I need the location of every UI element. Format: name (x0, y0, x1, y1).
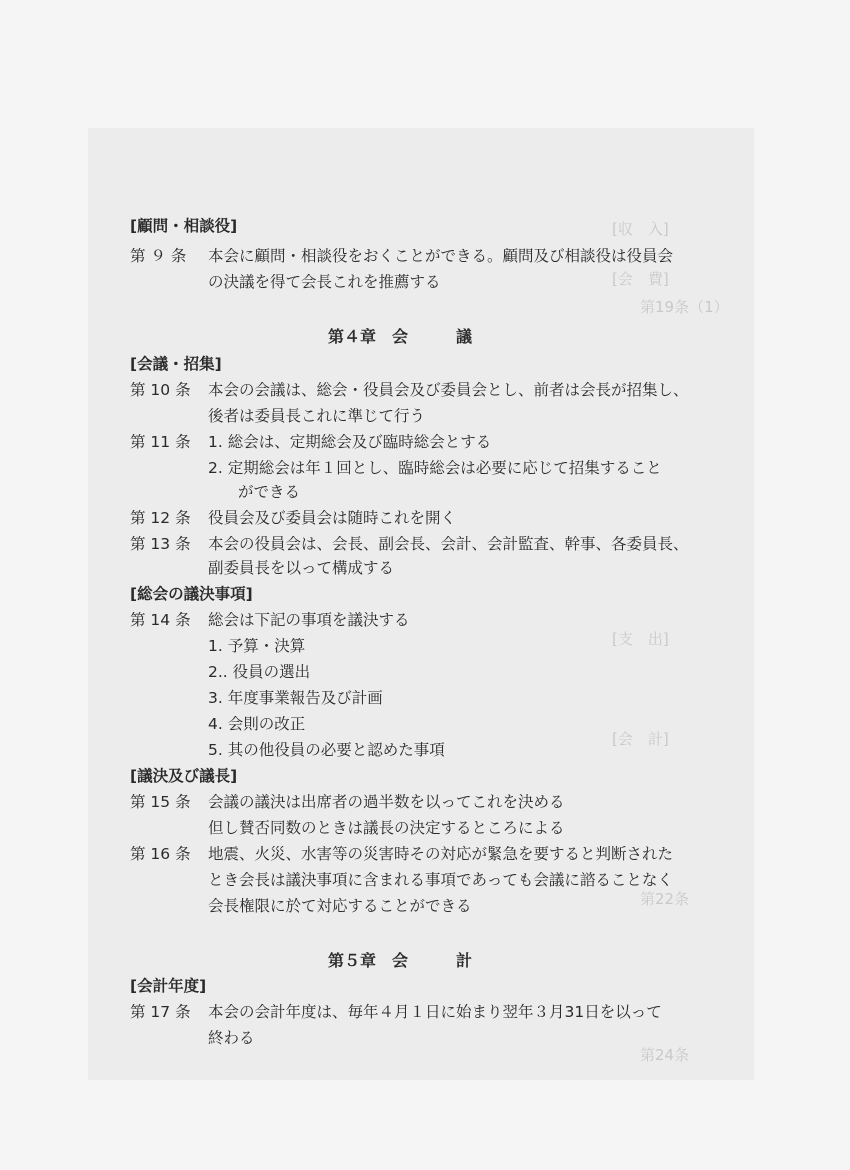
article-text: 役員会及び委員会は随時これを開く (208, 509, 457, 527)
article-label: 第 17 条 (130, 1003, 191, 1021)
article-label: 第 13 条 (130, 535, 191, 553)
ghost-line: [支 出] (612, 630, 669, 648)
article-12 (130, 506, 456, 528)
list-item: 3. 年度事業報告及び計画 (208, 689, 383, 707)
article-15 (130, 790, 565, 812)
article-text: とき会長は議決事項に含まれる事項であっても会議に諮ることなく (208, 871, 673, 889)
article-text: 終わる (208, 1029, 255, 1047)
list-item: 5. 其の他役員の必要と認めた事項 (208, 741, 445, 759)
article-text: 会議の議決は出席者の過半数を以ってこれを決める (208, 793, 565, 811)
list-item: 1. 予算・決算 (208, 637, 306, 655)
chapter-heading-5: 第５章 会 計 (328, 951, 473, 970)
article-text: 総会は下記の事項を議決する (208, 611, 410, 629)
article-9 (130, 244, 673, 266)
list-item: 2.. 役員の選出 (208, 663, 311, 681)
section-heading-advisor: [顧問・相談役] (130, 217, 238, 235)
section-heading-meeting: [会議・招集] (130, 355, 222, 373)
ghost-line: [収 入] (612, 220, 669, 238)
article-14 (130, 608, 410, 630)
article-10 (130, 378, 689, 400)
article-13 (130, 532, 689, 554)
article-label: 第 15 条 (130, 793, 191, 811)
article-text: 本会の役員会は、会長、副会長、会計、会計監査、幹事、各委員長、 (208, 535, 689, 553)
ghost-line: [会 計] (612, 730, 669, 748)
article-item: 1. 総会は、定期総会及び臨時総会とする (208, 433, 492, 451)
article-text: 副委員長を以って構成する (208, 559, 395, 577)
article-text: の決議を得て会長これを推薦する (208, 273, 441, 291)
article-text: ができる (238, 483, 301, 501)
article-label: 第 ９ 条 (130, 247, 187, 265)
ghost-line: 第19条（1） (640, 298, 729, 316)
article-text: 本会に顧問・相談役をおくことができる。顧問及び相談役は役員会 (208, 247, 674, 265)
section-heading-fiscal: [会計年度] (130, 977, 207, 995)
article-text: 但し賛否同数のときは議長の決定するところによる (208, 819, 565, 837)
article-text: 本会の会議は、総会・役員会及び委員会とし、前者は会長が招集し、 (208, 381, 689, 399)
article-17 (130, 1000, 662, 1022)
article-label: 第 12 条 (130, 509, 191, 527)
section-heading-general-matters: [総会の議決事項] (130, 585, 253, 603)
chapter-heading-4: 第４章 会 議 (328, 327, 473, 346)
article-text: 会長権限に於て対応することができる (208, 897, 472, 915)
ghost-line: [会 費] (612, 270, 669, 288)
article-item: 2. 定期総会は年１回とし、臨時総会は必要に応じて招集すること (208, 459, 662, 477)
article-text: 後者は委員長これに準じて行う (208, 407, 426, 425)
list-item: 4. 会則の改正 (208, 715, 306, 733)
article-label: 第 16 条 (130, 845, 191, 863)
ghost-line: 第24条 (640, 1046, 690, 1064)
article-11 (130, 430, 491, 452)
article-label: 第 10 条 (130, 381, 191, 399)
section-heading-resolution: [議決及び議長] (130, 767, 238, 785)
article-text: 本会の会計年度は、毎年４月１日に始まり翌年３月31日を以って (208, 1003, 662, 1021)
article-text: 地震、火災、水害等の災害時その対応が緊急を要すると判断された (208, 845, 674, 863)
article-label: 第 14 条 (130, 611, 191, 629)
article-16 (130, 842, 673, 864)
ghost-line: 第22条 (640, 890, 690, 908)
article-label: 第 11 条 (130, 433, 191, 451)
